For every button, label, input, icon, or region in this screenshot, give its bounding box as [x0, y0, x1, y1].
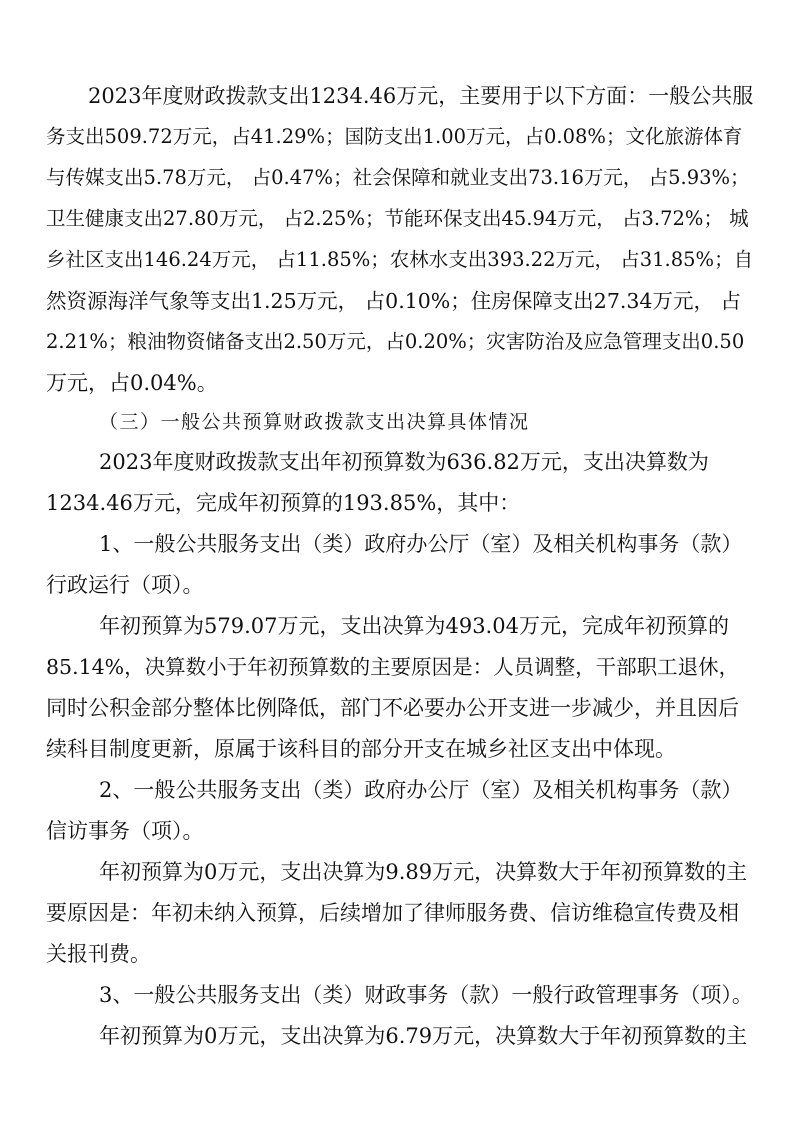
text-line: 要原因是：年初未纳入预算，后续增加了律师服务费、信访维稳宣传费及相	[46, 901, 739, 925]
text-line: 3、一般公共服务支出（类）财政事务（款）一般行政管理事务（项）。	[99, 983, 753, 1007]
text-line: 与传媒支出5.78万元， 占0.47%；社会保障和就业支出73.16万元， 占5.93%；	[46, 166, 750, 189]
text-line: 然资源海洋气象等支出1.25万元， 占0.10%；住房保障支出27.34万元， 占	[46, 289, 741, 313]
text-line: 2023年度财政拨款支出1234.46万元，主要用于以下方面：一般公共服	[88, 84, 754, 108]
text-line: 2023年度财政拨款支出年初预算数为636.82万元，支出决算数为	[99, 450, 709, 474]
text-line: 1、一般公共服务支出（类）政府办公厅（室）及相关机构事务（款）	[99, 532, 743, 556]
text-line: 卫生健康支出27.80万元， 占2.25%；节能环保支出45.94万元， 占3.72%； 城	[46, 207, 749, 230]
section-heading: （三）一般公共预算财政拨款支出决算具体情况	[99, 411, 530, 433]
text-line: 乡社区支出146.24万元， 占11.85%；农林水支出393.22万元， 占31.85%；自	[46, 248, 754, 271]
text-line: 信访事务（项）。	[46, 819, 204, 843]
text-line: 年初预算为0万元，支出决算为9.89万元，决算数大于年初预算数的主	[99, 860, 748, 884]
text-line: 2、一般公共服务支出（类）政府办公厅（室）及相关机构事务（款）	[99, 778, 743, 802]
text-line: 万元，占0.04%。	[46, 371, 218, 395]
text-line: 年初预算为0万元，支出决算为6.79万元，决算数大于年初预算数的主	[99, 1024, 748, 1048]
text-line: 同时公积金部分整体比例降低，部门不必要办公开支进一步减少，并且因后	[46, 696, 739, 720]
text-line: 85.14%，决算数小于年初预算数的主要原因是：人员调整，干部职工退休，	[46, 655, 740, 679]
text-line: 务支出509.72万元，占41.29%；国防支出1.00万元，占0.08%；文化旅游体育	[46, 125, 743, 148]
text-line: 1234.46万元，完成年初预算的193.85%，其中：	[46, 491, 521, 515]
text-line: 关报刊费。	[46, 942, 151, 966]
text-line: 续科目制度更新，原属于该科目的部分开支在城乡社区支出中体现。	[46, 737, 676, 761]
text-line: 行政运行（项）。	[46, 573, 204, 597]
text-line: 年初预算为579.07万元，支出决算为493.04万元，完成年初预算的	[99, 614, 729, 638]
text-line: 2.21%；粮油物资储备支出2.50万元，占0.20%；灾害防治及应急管理支出0.50	[46, 330, 745, 353]
